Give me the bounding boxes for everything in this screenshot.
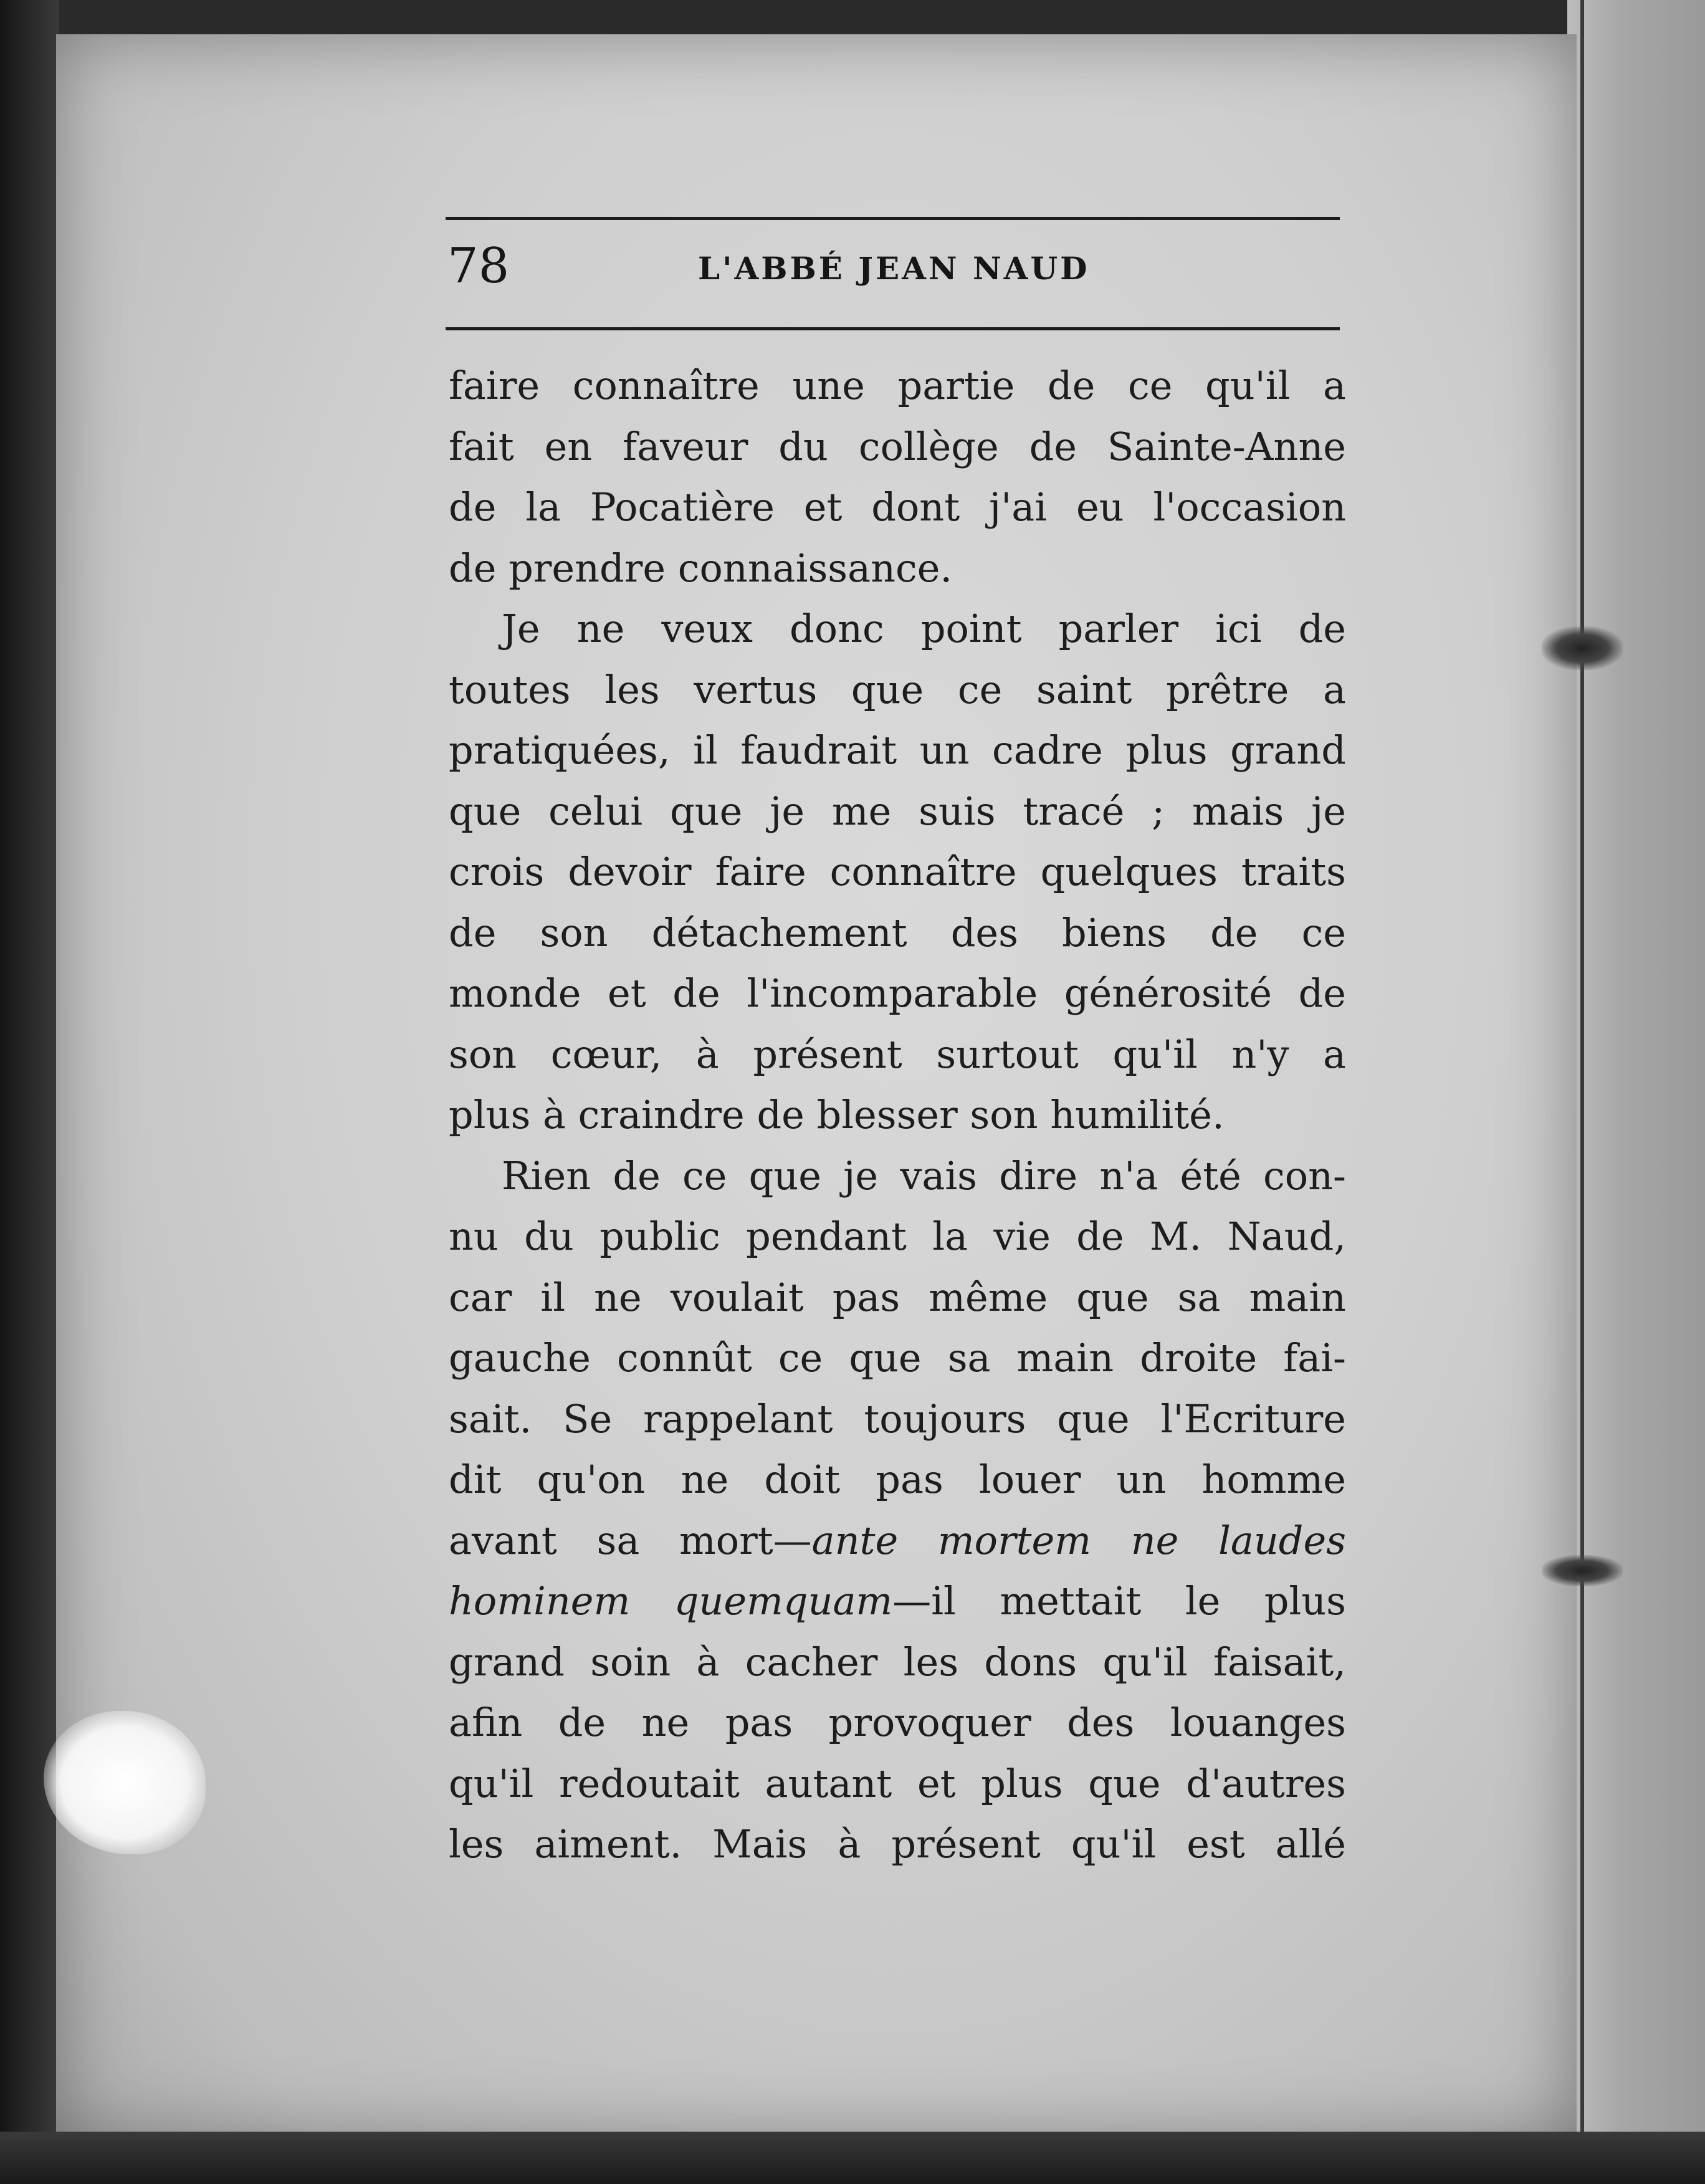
text-segment: avant sa mort— (449, 1517, 812, 1563)
latin-quote: ante mortem ne laudes (811, 1517, 1346, 1563)
book-spine-edge (0, 0, 59, 2184)
running-title: L'ABBÉ JEAN NAUD (698, 250, 1090, 287)
text-line: Je ne veux donc point parler ici de (502, 606, 1346, 651)
text-line: fait en faveur du collège de Sainte-Anne (449, 423, 1346, 469)
page-number: 78 (447, 238, 510, 294)
text-line: son cœur, à présent surtout qu'il n'y a (449, 1031, 1346, 1077)
text-line: pratiquées, il faudrait un cadre plus grand (449, 727, 1346, 773)
text-line (449, 1510, 1346, 1571)
text-line: toutes les vertus que ce saint prêtre a (449, 666, 1346, 712)
header-rule-top (446, 217, 1340, 220)
text-line: faire connaître une partie de ce qu'il a (449, 363, 1346, 408)
text-line: de son détachement des biens de ce (449, 909, 1346, 956)
header-rule-bottom (446, 327, 1340, 330)
scan-bottom-edge (0, 2132, 1705, 2184)
text-line: afin de ne pas provoquer des louanges (449, 1700, 1346, 1745)
text-line (449, 1571, 1346, 1632)
text-line: gauche connût ce que sa main droite fai- (449, 1335, 1346, 1381)
binding-stitch (1542, 626, 1623, 670)
binding-thread (1580, 0, 1584, 2184)
text-line: Rien de ce que je vais dire n'a été con- (502, 1152, 1346, 1199)
text-line: monde et de l'incomparable générosité de (449, 970, 1346, 1016)
body-text (449, 355, 1346, 1875)
text-line: crois devoir faire connaître quelques traits (449, 849, 1346, 894)
text-line: que celui que je me suis tracé ; mais je (449, 788, 1346, 834)
text-line: de la Pocatière et dont j'ai eu l'occasion (449, 484, 1346, 530)
text-line: sait. Se rappelant toujours que l'Ecriture (449, 1396, 1346, 1442)
text-line: dit qu'on ne doit pas louer un homme (449, 1457, 1346, 1502)
text-line: plus à craindre de blesser son humilité. (449, 1092, 1225, 1138)
text-line: de prendre connaissance. (449, 545, 953, 591)
text-line: grand soin à cacher les dons qu'il faisait, (449, 1639, 1346, 1685)
text-line: qu'il redoutait autant et plus que d'autres (449, 1760, 1346, 1806)
text-line: car il ne voulait pas même que sa main (449, 1274, 1346, 1320)
latin-quote: hominem quemquam (449, 1578, 893, 1624)
text-line: nu du public pendant la vie de M. Naud, (449, 1214, 1346, 1259)
binding-stitch (1542, 1555, 1623, 1586)
text-line: les aiment. Mais à présent qu'il est allé (449, 1821, 1346, 1867)
facing-page-edge (1567, 0, 1705, 2184)
text-segment: —il mettait le plus (892, 1578, 1346, 1624)
